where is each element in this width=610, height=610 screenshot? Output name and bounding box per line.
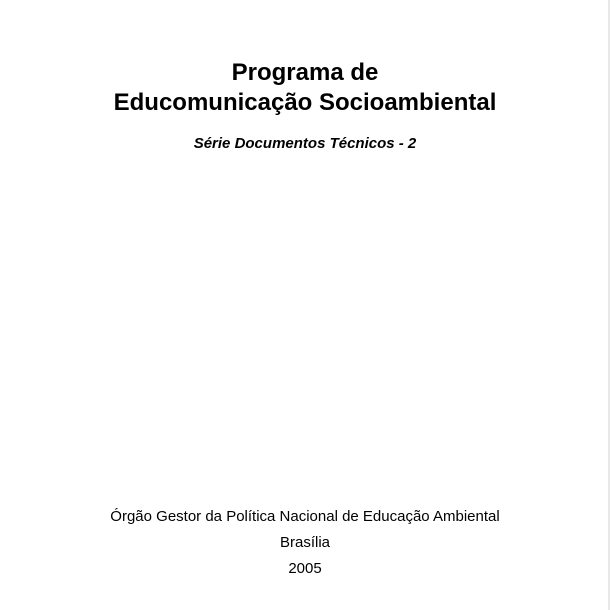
- title-line-2: Educomunicação Socioambiental: [113, 89, 497, 116]
- publication-city: Brasília: [279, 534, 331, 551]
- series-subtitle: Série Documentos Técnicos - 2: [193, 135, 417, 152]
- document-title: [0, 58, 610, 118]
- publication-year: 2005: [288, 560, 322, 577]
- organization-name: Órgão Gestor da Política Nacional de Educação Ambiental: [110, 508, 500, 525]
- publication-info: [0, 504, 610, 582]
- title-line-1: Programa de: [231, 59, 379, 86]
